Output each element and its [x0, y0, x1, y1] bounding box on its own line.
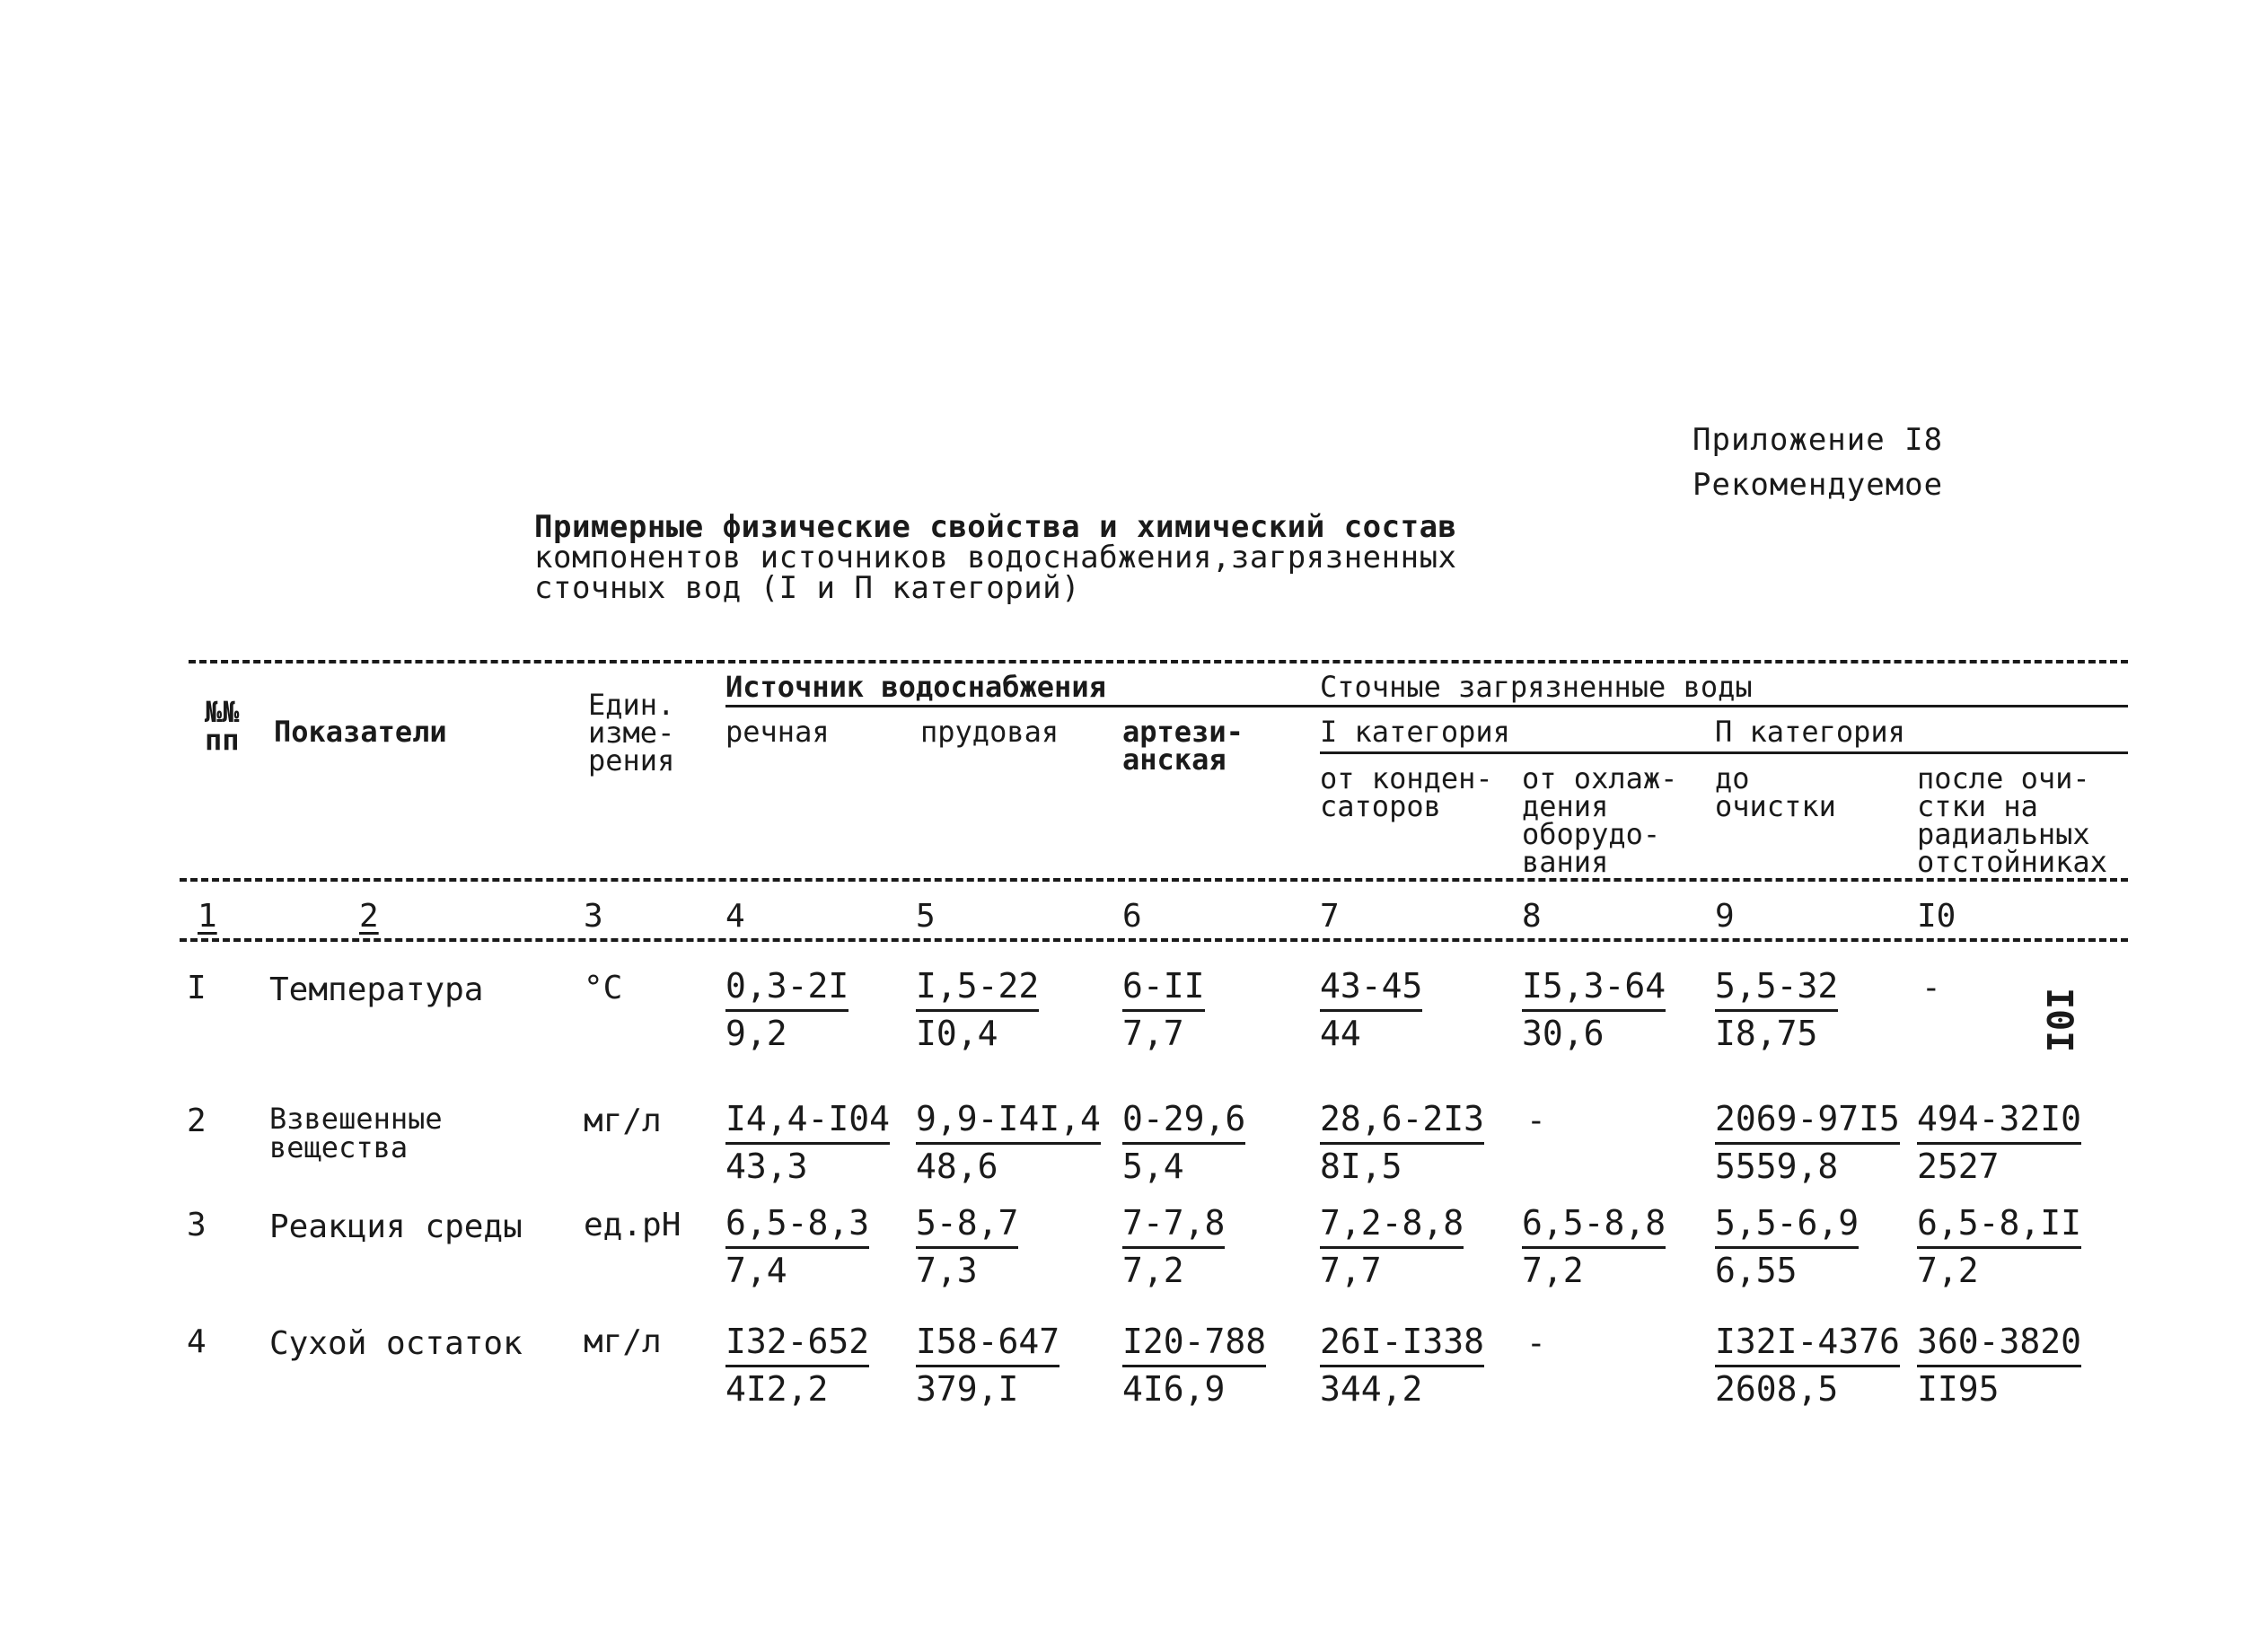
range-value: 5,5-32 — [1715, 964, 1838, 1012]
header-category-1: I категория — [1320, 715, 1510, 749]
header-river: речная — [725, 715, 830, 749]
row-3-before-treatment — [1715, 1201, 1859, 1292]
range-value: 360-3820 — [1917, 1320, 2081, 1367]
header-no: №№ пп — [205, 695, 240, 757]
average-value: 2527 — [1917, 1147, 2000, 1186]
row-1-before-treatment — [1715, 964, 1838, 1055]
col-number-10: I0 — [1917, 898, 1956, 935]
range-value: 6,5-8,8 — [1522, 1201, 1666, 1249]
row-4-condensers — [1320, 1320, 1484, 1410]
row-1-indicator: Температура — [269, 971, 484, 1008]
average-value: II95 — [1917, 1369, 2000, 1409]
row-2-number: 2 — [187, 1103, 207, 1139]
table-top-rule — [189, 660, 2128, 663]
row-2-cooling: - — [1526, 1103, 1546, 1139]
row-1-artesian — [1122, 964, 1205, 1055]
average-value: 5,4 — [1122, 1147, 1184, 1186]
row-3-artesian — [1122, 1201, 1225, 1292]
row-3-indicator: Реакция среды — [269, 1208, 523, 1245]
table-title-line-2: компонентов источников водоснабжения,загрязненных — [534, 540, 1457, 576]
range-value: I,5-22 — [916, 964, 1039, 1012]
row-2-artesian — [1122, 1097, 1245, 1188]
header-artesian: артези- анская — [1122, 715, 1244, 777]
average-value: 7,4 — [725, 1251, 787, 1290]
range-value: 5-8,7 — [916, 1201, 1018, 1249]
col-number-8: 8 — [1522, 898, 1542, 935]
appendix-label: Приложение I8 — [1692, 422, 1944, 458]
row-3-pond — [916, 1201, 1018, 1292]
average-value: 7,7 — [1320, 1251, 1382, 1290]
average-value: 4I6,9 — [1122, 1369, 1226, 1409]
col-number-5: 5 — [916, 898, 936, 935]
header-indicator: Показатели — [274, 715, 447, 749]
row-1-unit: °C — [584, 970, 623, 1006]
appendix-recommended: Рекомендуемое — [1692, 467, 1944, 503]
col-number-7: 7 — [1320, 898, 1340, 935]
row-2-pond — [916, 1097, 1101, 1188]
average-value: 7,2 — [1522, 1251, 1584, 1290]
row-4-pond — [916, 1320, 1059, 1410]
col-number-6: 6 — [1122, 898, 1142, 935]
header-bottom-rule — [180, 878, 2128, 882]
row-4-number: 4 — [187, 1323, 207, 1360]
row-1-condensers — [1320, 964, 1422, 1055]
average-value: 4I2,2 — [725, 1369, 829, 1409]
average-value: 48,6 — [916, 1147, 998, 1186]
row-3-condensers — [1320, 1201, 1464, 1292]
header-unit: Един. изме- рения — [588, 688, 675, 778]
col-number-1: 1 — [198, 898, 217, 935]
row-3-river — [725, 1201, 869, 1292]
row-4-after-treatment — [1917, 1320, 2081, 1410]
row-3-cooling — [1522, 1201, 1666, 1292]
average-value: 6,55 — [1715, 1251, 1798, 1290]
header-pond: прудовая — [920, 715, 1059, 749]
range-value: 28,6-2I3 — [1320, 1097, 1484, 1145]
row-1-after-treatment: - — [1921, 970, 1941, 1006]
row-4-unit: мг/л — [584, 1323, 662, 1360]
row-2-indicator: Взвешенные вещества — [269, 1102, 443, 1164]
col-number-3: 3 — [584, 898, 603, 935]
range-value: 7,2-8,8 — [1320, 1201, 1464, 1249]
average-value: 2608,5 — [1715, 1369, 1839, 1409]
range-value: 0,3-2I — [725, 964, 848, 1012]
row-3-number: 3 — [187, 1207, 207, 1243]
row-4-indicator: Сухой остаток — [269, 1325, 523, 1362]
row-3-unit: ед.рН — [584, 1207, 681, 1243]
average-value: 344,2 — [1320, 1369, 1423, 1409]
range-value: I5,3-64 — [1522, 964, 1666, 1012]
row-1-number: I — [187, 970, 207, 1006]
range-value: 26I-I338 — [1320, 1320, 1484, 1367]
average-value: 30,6 — [1522, 1014, 1605, 1053]
header-supply-group: Источник водоснабжения — [725, 670, 1106, 704]
average-value: 7,2 — [1122, 1251, 1184, 1290]
header-waste-group: Сточные загрязненные воды — [1320, 670, 1753, 704]
header-category-2: П категория — [1715, 715, 1905, 749]
range-value: 6-II — [1122, 964, 1205, 1012]
range-value: 5,5-6,9 — [1715, 1201, 1859, 1249]
average-value: 9,2 — [725, 1014, 787, 1053]
row-2-river — [725, 1097, 890, 1188]
range-value: 494-32I0 — [1917, 1097, 2081, 1145]
average-value: 5559,8 — [1715, 1147, 1839, 1186]
average-value: 8I,5 — [1320, 1147, 1402, 1186]
header-condensers: от конден- саторов — [1320, 761, 1493, 823]
page-number: I0I — [2038, 988, 2079, 1053]
header-group-rule — [725, 705, 2128, 707]
col-number-2: 2 — [359, 898, 379, 935]
row-1-river — [725, 964, 848, 1055]
range-value: 0-29,6 — [1122, 1097, 1245, 1145]
row-3-after-treatment — [1917, 1201, 2081, 1292]
row-2-after-treatment — [1917, 1097, 2081, 1188]
row-2-condensers — [1320, 1097, 1484, 1188]
row-4-cooling: - — [1526, 1325, 1546, 1362]
row-4-artesian — [1122, 1320, 1266, 1410]
header-cooling: от охлаж- дения оборудо- вания — [1522, 761, 1678, 879]
range-value: 2069-97I5 — [1715, 1097, 1900, 1145]
header-category-rule — [1320, 751, 2128, 754]
column-numbers-rule — [180, 938, 2128, 942]
range-value: I32-652 — [725, 1320, 869, 1367]
range-value: I20-788 — [1122, 1320, 1266, 1367]
row-1-cooling — [1522, 964, 1666, 1055]
average-value: 7,2 — [1917, 1251, 1979, 1290]
row-4-before-treatment — [1715, 1320, 1900, 1410]
row-4-river — [725, 1320, 869, 1410]
row-1-pond — [916, 964, 1039, 1055]
average-value: 379,I — [916, 1369, 1019, 1409]
col-number-9: 9 — [1715, 898, 1735, 935]
range-value: 43-45 — [1320, 964, 1422, 1012]
average-value: 43,3 — [725, 1147, 808, 1186]
range-value: 6,5-8,II — [1917, 1201, 2081, 1249]
col-number-4: 4 — [725, 898, 745, 935]
row-2-before-treatment — [1715, 1097, 1900, 1188]
table-title-line-1: Примерные физические свойства и химический состав — [534, 509, 1457, 545]
row-2-unit: мг/л — [584, 1103, 662, 1139]
range-value: I58-647 — [916, 1320, 1059, 1367]
average-value: 7,3 — [916, 1251, 978, 1290]
range-value: 9,9-I4I,4 — [916, 1097, 1101, 1145]
average-value: I0,4 — [916, 1014, 998, 1053]
range-value: 6,5-8,3 — [725, 1201, 869, 1249]
table-title-line-3: сточных вод (I и П категорий) — [534, 570, 1081, 606]
range-value: 7-7,8 — [1122, 1201, 1225, 1249]
range-value: I4,4-I04 — [725, 1097, 890, 1145]
average-value: I8,75 — [1715, 1014, 1818, 1053]
header-before-treatment: до очистки — [1715, 761, 1836, 823]
average-value: 7,7 — [1122, 1014, 1184, 1053]
range-value: I32I-4376 — [1715, 1320, 1900, 1367]
average-value: 44 — [1320, 1014, 1361, 1053]
header-after-treatment: после очи- стки на радиальных отстойниках — [1917, 761, 2107, 879]
